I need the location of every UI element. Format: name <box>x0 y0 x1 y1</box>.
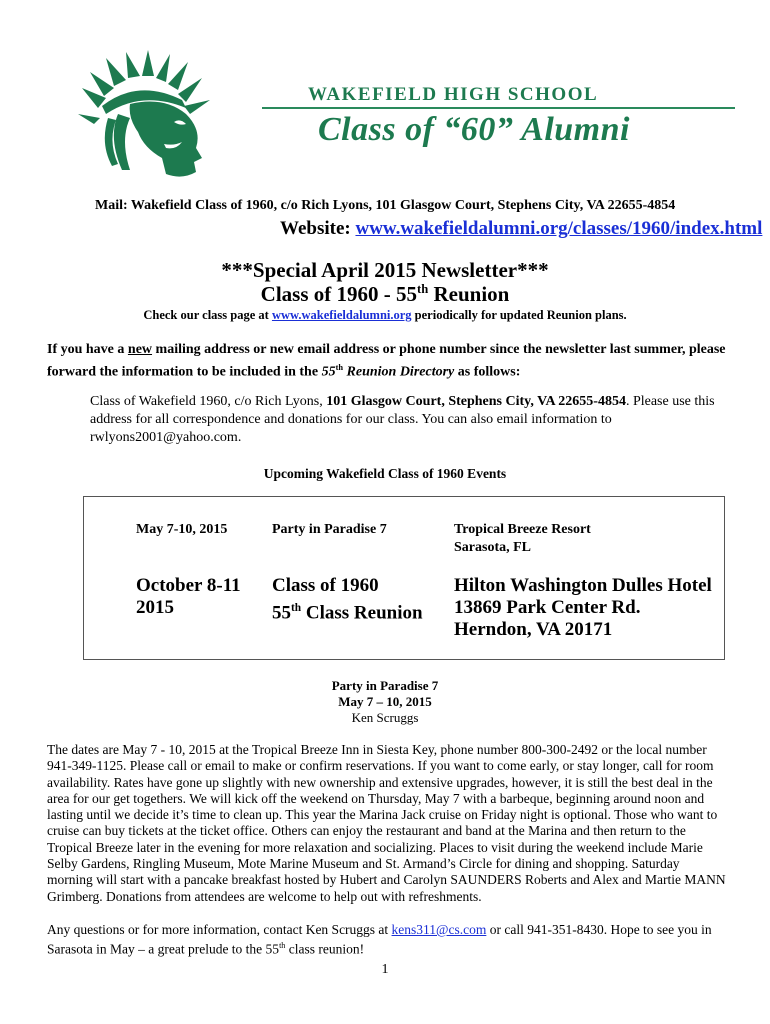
reunion-title-text: Class of 1960 - 55 <box>260 282 418 306</box>
class-title: Class of “60” Alumni <box>318 111 630 148</box>
mail-address-line: Mail: Wakefield Class of 1960, c/o Rich Lyons, 101 Glasgow Court, Stephens City, VA 22655-4854 <box>95 198 676 213</box>
newsletter-title: ***Special April 2015 Newsletter*** <box>221 258 549 282</box>
website-label: Website: <box>280 218 356 239</box>
contact-email-link[interactable]: kens311@cs.com <box>391 922 487 937</box>
ifyou-part3: as follows: <box>454 364 521 380</box>
reunion-title-suffix: Reunion <box>428 282 510 306</box>
event-name-line2 <box>272 597 423 624</box>
event-name-suffix: Class Reunion <box>301 602 423 624</box>
event-venue <box>454 521 591 557</box>
closing-post: class reunion! <box>285 941 365 957</box>
indian-chief-head-logo-icon <box>78 48 238 180</box>
para1-post: . Please use this address for all correspondence and donations for our class. You can also email information to rwlyons2001@yahoo.com. <box>90 394 715 445</box>
event-venue <box>454 575 712 641</box>
event-venue-line2: 13869 Park Center Rd. <box>454 597 641 618</box>
para1-pre: Class of Wakefield 1960, c/o Rich Lyons, <box>90 394 327 409</box>
closing-pre: Any questions or for more information, contact Ken Scruggs at <box>47 922 392 937</box>
para1-bold-address: 101 Glasgow Court, Stephens City, VA 22655-4854 <box>326 394 626 409</box>
mailing-address-paragraph <box>90 393 730 447</box>
reunion-title-sup: th <box>417 282 429 296</box>
event-venue-line3: Herndon, VA 20171 <box>454 619 613 640</box>
ifyou-ordinal-sup: th <box>335 363 344 372</box>
reunion-title <box>0 282 770 307</box>
closing-mid: or call 941-351-8430. Hope to see you in Sarasota in May – a great prelude to the 55 <box>47 922 712 957</box>
event-name: Party in Paradise 7 <box>272 522 387 537</box>
website-line <box>280 218 762 240</box>
school-name: WAKEFIELD HIGH SCHOOL <box>308 84 599 105</box>
ifyou-part2: mailing address or new email address or phone number since the newsletter last summer, please forward the information to be included in the <box>47 342 726 380</box>
party-details-paragraph: The dates are May 7 - 10, 2015 at the Tropical Breeze Inn in Siesta Key, phone number 800-300-2492 or the local number 941-349-1125. Please call or email to make or confirm reservations. If you want to come early, or stay longer, call for room availability. Rates have gone up slightly with new ownership and extensive upgrades, however, it is still the best deal in the area for our get togethers. We will kick off the weekend on Thursday, May 7 with a barbeque, beginning around noon and lasting until we decide it’s time to clean up. This year the Marina Jack cruise on Friday night is optional. Those who want to cruise can buy tickets at the ticket office. Others can enjoy the restaurant and band at the Marina and then return to the Tropical Breeze later in the evening for more relaxation and socializing. Places to visit during the weekend include Marie Selby Gardens, Ringling Museum, Mote Marine Museum and St. Armand’s Circle for dining and shopping. Saturday morning will start with a pancake breakfast hosted by Hubert and Carolyn SAUNDERS Roberts and Alex and Martie MANN Grimberg. Donations from attendees are welcome to help out with refreshments. <box>47 742 726 904</box>
ifyou-part1: If you have a <box>47 342 128 357</box>
event-venue-line2: Sarasota, FL <box>454 540 531 555</box>
event-name <box>272 575 423 624</box>
event-venue-line1: Hilton Washington Dulles Hotel <box>454 575 712 596</box>
ifyou-directory: Reunion Directory <box>343 364 455 380</box>
event-name-ordinal-sup: th <box>291 602 302 614</box>
address-update-request <box>47 341 727 382</box>
party-section-title: Party in Paradise 7 <box>331 678 439 693</box>
closing-paragraph <box>47 922 727 958</box>
website-link[interactable]: www.wakefieldalumni.org/classes/1960/index.html <box>355 218 763 239</box>
upcoming-events-heading: Upcoming Wakefield Class of 1960 Events <box>263 466 507 481</box>
event-name-ordinal: 55 <box>272 602 291 624</box>
event-date <box>136 575 241 619</box>
ifyou-underlined: new <box>127 342 153 357</box>
event-date: May 7-10, 2015 <box>136 522 228 537</box>
page-number: 1 <box>381 962 389 977</box>
header-divider <box>262 107 735 109</box>
party-section-author: Ken Scruggs <box>351 710 419 725</box>
event-date-line1: October 8-11 <box>136 575 241 596</box>
event-venue-line1: Tropical Breeze Resort <box>454 522 591 537</box>
check-post: periodically for updated Reunion plans. <box>411 308 627 322</box>
alumni-site-link[interactable]: www.wakefieldalumni.org <box>271 308 412 322</box>
check-class-page-note <box>0 308 770 323</box>
event-date-line2: 2015 <box>136 597 174 618</box>
check-pre: Check our class page at <box>143 308 272 322</box>
event-name-line1: Class of 1960 <box>272 575 379 596</box>
closing-sup: th <box>279 941 286 951</box>
party-section-dates: May 7 – 10, 2015 <box>338 694 432 709</box>
ifyou-ordinal: 55 <box>321 364 336 380</box>
